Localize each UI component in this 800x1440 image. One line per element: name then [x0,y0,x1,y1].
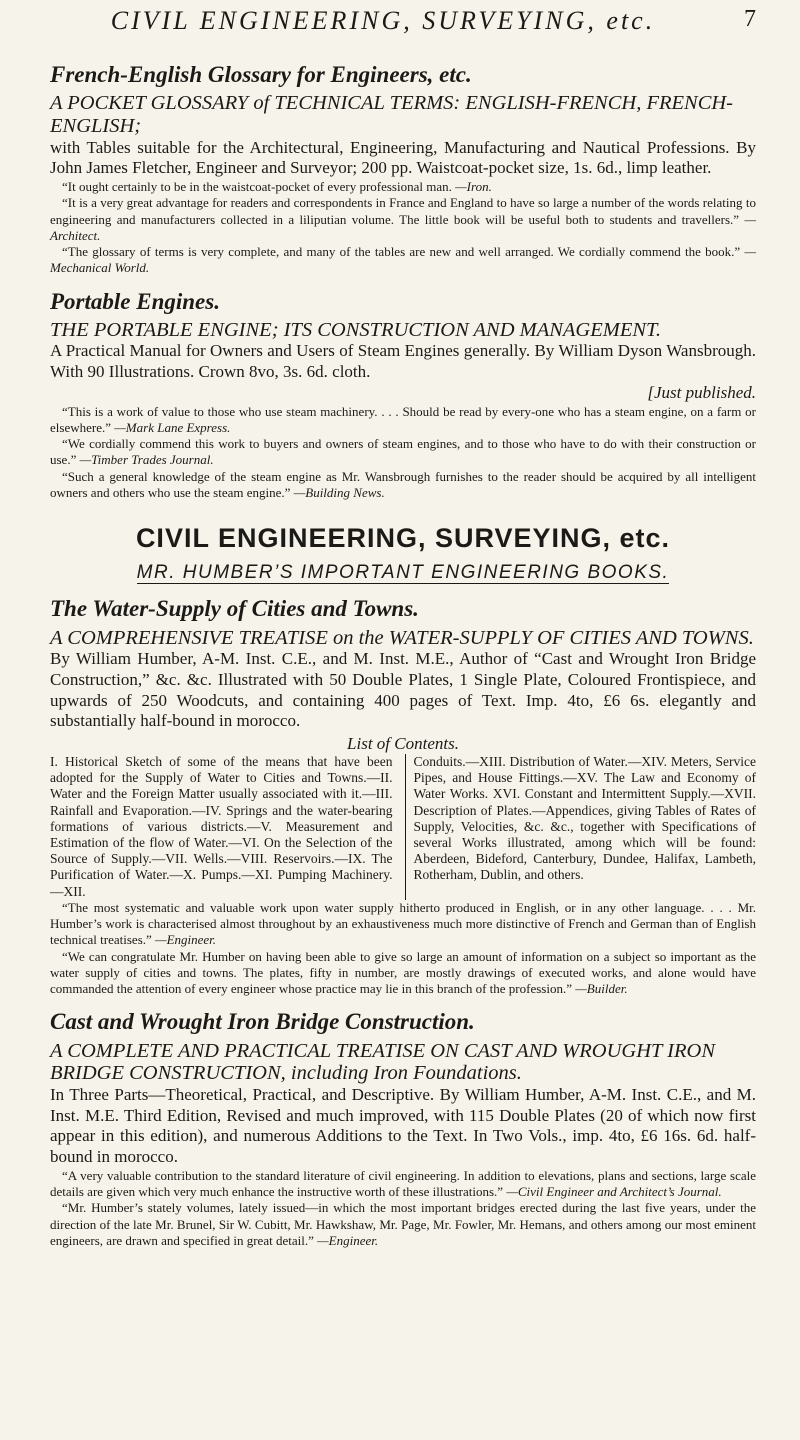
section-heading: Portable Engines. [50,288,220,314]
contents-heading: List of Contents. [347,734,459,754]
chapter-heading: CIVIL ENGINEERING, SURVEYING, etc. [135,523,671,554]
book-title: THE PORTABLE ENGINE; ITS CONSTRUCTION AND MANAGEMENT. [50,318,662,341]
section-heading: The Water-Supply of Cities and Towns. [50,596,419,622]
running-head-title: CIVIL ENGINEERING, SURVEYING, etc. [110,6,656,35]
review-quote: “A very valuable contribution to the standard literature of civil engineering. In addition to elevations, plans and sections, large scale details are given which very much enhance the instructive worth of these illustrations.” —Civil Engineer and Architect’s Journal. [50,1167,756,1200]
book-description: with Tables suitable for the Architectural, Engineering, Manufacturing and Nautical Professions. By John James Fletcher, Engineer and Surveyor; 200 pp. Waistcoat-pocket size, 1s. 6d., limp leather. [50,137,756,178]
review-source: —Mechanical World. [50,244,757,276]
review-source: —Engineer. [317,1232,379,1248]
contents-column-right: Conduits.—XIII. Distribution of Water.—XIV. Meters, Service Pipes, and House Fittings.—XV. The Law and Economy of Water Works. XVI. Constant and Intermittent Supply.—XVII. Description of Plates.—Appendices, giving Tables of Rates of Supply, Velocities, &c. &c., together with Specifications of several Works illustrated, among which will be found: Aberdeen, Bideford, Canterbury, Dundee, Halifax, Lambeth, Rotherham, Dublin, and others. [405,754,757,900]
review-quote: “The glossary of terms is very complete, and many of the tables are new and well arranged. We cordially commend the book.” —Mechanical World. [50,244,757,276]
section-heading: Cast and Wrought Iron Bridge Construction. [50,1009,475,1035]
publication-status: [Just published. [647,382,756,402]
running-head [50,0,756,50]
chapter-subheading: MR. HUMBER’S IMPORTANT ENGINEERING BOOKS. [136,562,670,584]
review-source: —Architect. [50,211,757,243]
book-entry-portable-engine [50,289,756,502]
review-quote: “Mr. Humber’s stately volumes, lately issued—in which the most important bridges erected during the last five years, under the direction of the late Mr. Brunel, Sir W. Cubitt, Mr. Hawkshaw, Mr. Page, Mr. Fowler, Mr. Hemans, and others among our most eminent engineers, are drawn and specified in great detail.” —Engineer. [50,1200,756,1248]
book-title: A COMPREHENSIVE TREATISE on the WATER-SUPPLY OF CITIES AND TOWNS. [50,626,754,649]
review-quote: “It is a very great advantage for readers and correspondents in France and England to have so large a number of the words relating to engineering and manufacturers collected in a liliputian volume. The little book will be useful both to students and travellers.” —Architect. [50,195,757,243]
review-source: —Mark Lane Express. [114,419,231,435]
review-source: —Engineer. [155,932,217,948]
review-quote: “Such a general knowledge of the steam engine as Mr. Wansbrough furnishes to the reader should be acquired by all intelligent owners and others who use the steam engine.” —Building News. [50,468,756,500]
book-description: By William Humber, A-M. Inst. C.E., and M. Inst. M.E., Author of “Cast and Wrought Iron Bridge Construction,” &c. &c. Illustrated with 50 Double Plates, 1 Single Plate, Coloured Frontispiece, and upwards of 250 Woodcuts, and containing 400 pages of Text. Imp. 4to, £6 6s. elegantly and substantially half-bound in morocco. [50,649,756,731]
book-description: In Three Parts—Theoretical, Practical, and Descriptive. By William Humber, A-M. Inst. C.E., and M. Inst. M.E. Third Edition, Revised and much improved, with 115 Double Plates (20 of which now first appear in this edition), and numerous Additions to the Text. In Two Vols., imp. 4to, £6 16s. 6d. half-bound in morocco. [50,1084,756,1167]
review-quote: “We cordially commend this work to buyers and owners of steam engines, and to those who have to do with their construction or use.” —Timber Trades Journal. [50,436,756,468]
section-heading: French-English Glossary for Engineers, etc. [50,62,472,87]
book-entry-water-supply [50,596,756,997]
book-entry-glossary [50,62,756,277]
book-entry-bridge-construction [50,1009,756,1249]
review-quote: “This is a work of value to those who use steam machinery. . . . Should be read by every-one who has a steam engine, on a farm or elsewhere.” —Mark Lane Express. [50,403,756,435]
contents-column-left: I. Historical Sketch of some of the means that have been adopted for the Supply of Water to Cities and Towns.—II. Water and the Foreign Matter usually associated with it.—III. Rainfall and Evaporation.—IV. Springs and the water-bearing formations of various districts.—V. Measurement and Estimation of the flow of Water.—VI. On the Selection of the Source of Supply.—VII. Wells.—VIII. Reservoirs.—IX. The Purification of Water.—X. Pumps.—XI. Pumping Machinery.—XII. [50,754,393,899]
review-quote: “The most systematic and valuable work upon water supply hitherto produced in English, or in any other language. . . . Mr. Humber’s work is characterised almost throughout by an exhaustiveness much more distinctive of French and German than of English technical treatises.” —Engineer. [50,899,756,948]
book-title: A COMPLETE AND PRACTICAL TREATISE ON CAST AND WROUGHT IRON BRIDGE CONSTRUCTION, including Iron Foundations. [50,1039,715,1085]
review-source: —Building News. [293,484,385,500]
page-number: 7 [744,6,756,32]
review-source: —Builder. [575,981,628,997]
book-description: A Practical Manual for Owners and Users of Steam Engines generally. By William Dyson Wansbrough. With 90 Illustrations. Crown 8vo, 3s. 6d. cloth. [50,341,756,382]
book-title: A POCKET GLOSSARY of TECHNICAL TERMS: ENGLISH-FRENCH, FRENCH-ENGLISH; [50,92,734,137]
review-quote: “It ought certainly to be in the waistcoat-pocket of every professional man. —Iron. [62,179,492,194]
contents-list [50,754,756,900]
review-source: —Civil Engineer and Architect’s Journal. [506,1184,722,1200]
review-quote: “We can congratulate Mr. Humber on having been able to give so large an amount of information on a subject so important as the water supply of cities and towns. The plates, fifty in number, are mostly drawings of executed works, and alone would have commanded the attention of every engineer whose practice may lie in this branch of the profession.” —Builder. [50,948,756,997]
review-source: —Iron. [455,179,492,194]
review-source: —Timber Trades Journal. [79,452,214,468]
